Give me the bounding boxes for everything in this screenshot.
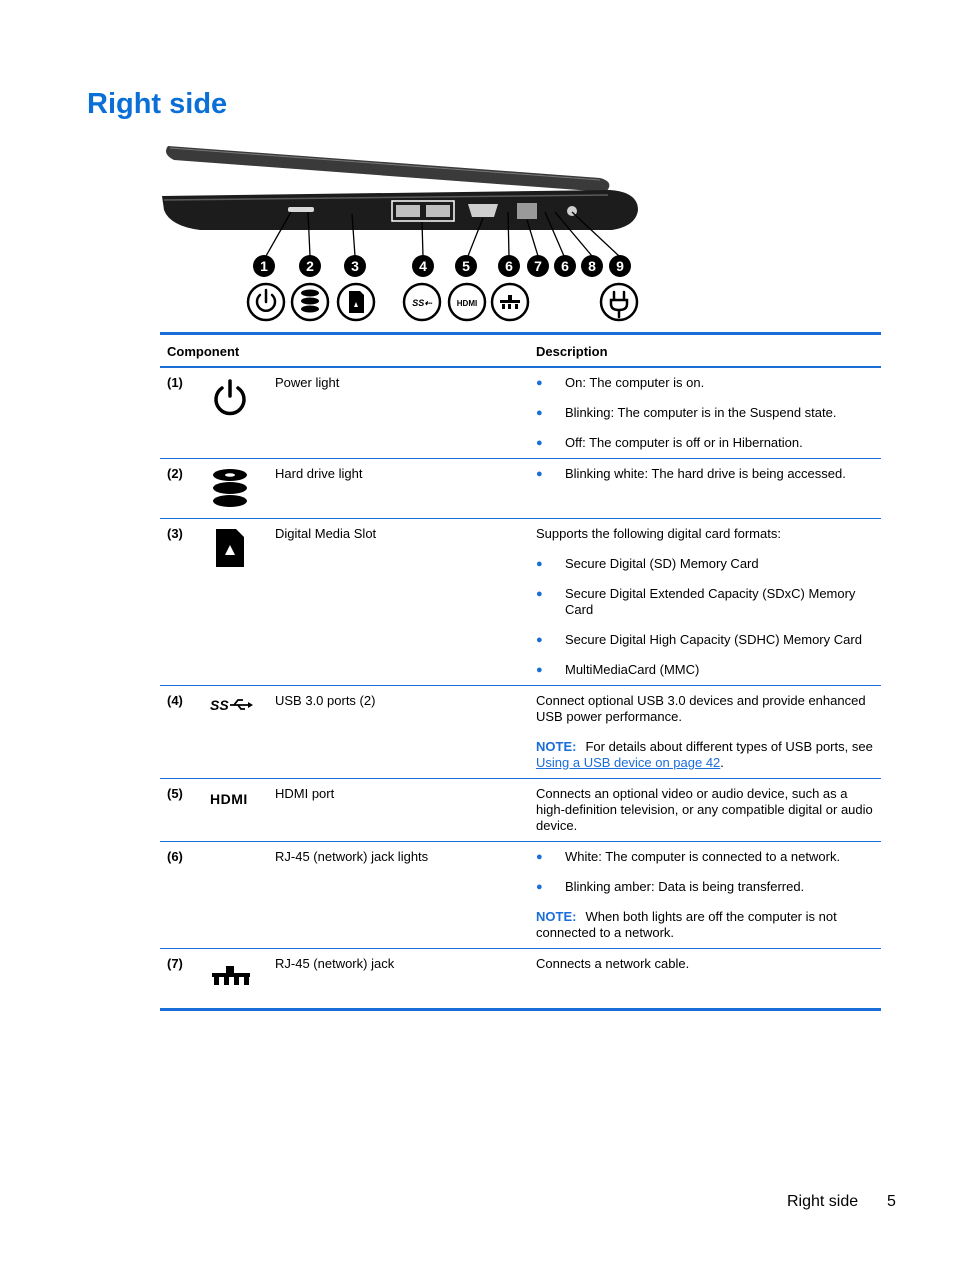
note [536,909,876,941]
component-name: Power light [275,375,340,390]
component-name: HDMI port [275,786,335,801]
power-icon [210,376,250,422]
page-title: Right side [87,88,228,120]
description-intro: Connects an optional video or audio device, such as a high-definition television, or any compatible digital or audio device. [536,786,873,833]
callout-3-label: 3 [351,258,359,274]
note-text: For details about different types of USB ports, see [585,739,873,754]
component-name: Digital Media Slot [275,526,377,541]
callout-8-label: 8 [588,258,596,274]
callout-1-label: 1 [260,258,268,274]
callout-8 [581,255,603,277]
callout-6-label: 6 [505,258,513,274]
bullet-item: ● Blinking: The computer is in the Suspend state. [536,405,876,421]
callout-3 [344,255,366,277]
description-intro: Supports the following digital card formats: [536,526,781,541]
usb-ss-icon [210,694,254,722]
callout-9-label: 9 [616,258,624,274]
footer-page-number: 5 [887,1193,896,1210]
callout-6b-label: 6 [561,258,569,274]
description-intro: Connect optional USB 3.0 devices and provide enhanced USB power performance. [536,693,866,724]
hdmi-icon [210,792,268,810]
component-description [536,956,876,986]
row-number: (4) [167,693,183,708]
callout-6 [498,255,520,277]
note-label: NOTE: [536,909,577,924]
bullet-item: ● Off: The computer is off or in Hibernation. [536,435,876,451]
component-description [536,693,876,771]
table-row [160,519,881,686]
media-card-icon [210,527,250,573]
svg-text:HDMI: HDMI [456,299,478,308]
callout-1 [253,255,275,277]
callout-6b [554,255,576,277]
svg-text:SS⇠: SS⇠ [412,298,432,308]
callout-9 [609,255,631,277]
row-number: (6) [167,849,183,864]
table-row [160,949,881,1008]
component-name: RJ-45 (network) jack lights [275,849,429,864]
component-name: RJ-45 (network) jack [275,956,395,971]
hard-drive-icon [210,467,250,513]
row-number: (1) [167,375,183,390]
bullet-item: ● Blinking amber: Data is being transferred. [536,879,876,895]
bullet-item: ● Secure Digital Extended Capacity (SDxC) Memory Card [536,586,876,618]
table-row [160,368,881,459]
component-name: Hard drive light [275,466,363,481]
bullet-item: ● MultiMediaCard (MMC) [536,662,876,678]
component-description [536,849,876,941]
note-text: When both lights are off the computer is not connected to a network. [536,909,837,940]
bullet-item: ● Blinking white: The hard drive is being accessed. [536,466,876,482]
callout-5-label: 5 [462,258,470,274]
callout-7 [527,255,549,277]
table-row [160,779,881,842]
bullet-item: ● Secure Digital (SD) Memory Card [536,556,876,572]
header-description: Description [536,344,608,359]
bullet-item: ● Secure Digital High Capacity (SDHC) Memory Card [536,632,876,648]
note [536,739,876,771]
svg-text:SS: SS [210,697,229,713]
usb-device-link[interactable]: Using a USB device on page 42 [536,755,721,770]
description-intro: Connects a network cable. [536,956,690,971]
network-icon [210,965,252,991]
callout-2-label: 2 [306,258,314,274]
callout-7-label: 7 [534,258,542,274]
component-description [536,466,876,496]
table-row [160,842,881,949]
row-number: (7) [167,956,183,971]
callout-2 [299,255,321,277]
component-description [536,375,876,465]
table-row [160,686,881,779]
note-label: NOTE: [536,739,577,754]
callout-5 [455,255,477,277]
table-header [160,335,881,368]
row-number: (5) [167,786,183,801]
components-table [160,332,881,1011]
callout-4 [412,255,434,277]
table-row [160,459,881,519]
row-number: (3) [167,526,183,541]
component-description [536,526,876,692]
note-tail: . [720,755,724,770]
header-component: Component [167,344,240,359]
laptop-right-side-illustration [160,140,650,330]
callout-4-label: 4 [419,258,427,274]
bullet-item: ● White: The computer is connected to a network. [536,849,876,865]
bullet-item: ● On: The computer is on. [536,375,876,391]
component-description [536,786,876,848]
component-name: USB 3.0 ports (2) [275,693,376,708]
footer-section-title: Right side [787,1193,859,1210]
svg-text:HDMI: HDMI [210,792,248,806]
row-number: (2) [167,466,183,481]
